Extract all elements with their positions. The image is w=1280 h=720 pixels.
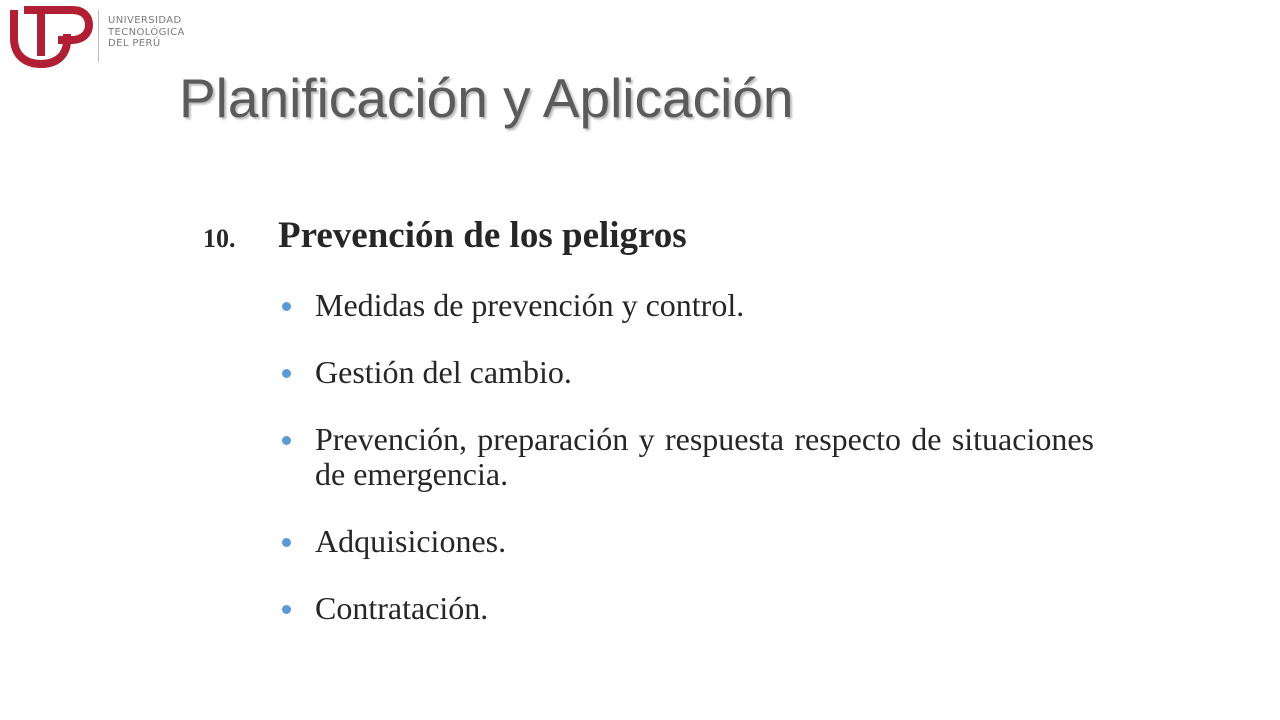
slide-title: Planificación y Aplicación (179, 67, 794, 129)
bullet-item (282, 288, 1094, 323)
utp-logo (10, 4, 200, 68)
bullet-text: Gestión del cambio. (315, 354, 572, 390)
bullet-item (282, 524, 1094, 559)
bullet-dot-icon (282, 538, 291, 547)
logo-line-3: DEL PERÚ (108, 38, 161, 49)
bullet-dot-icon (282, 605, 291, 614)
bullet-item (282, 355, 1094, 390)
logo-wordmark (108, 15, 185, 50)
bullet-text: Prevención, preparación y respuesta respecto de situaciones de emergencia. (315, 421, 1094, 492)
section-title: Prevención de los peligros (278, 215, 687, 256)
bullet-list (282, 288, 1094, 658)
section-heading (203, 214, 687, 257)
bullet-dot-icon (282, 436, 291, 445)
bullet-item (282, 591, 1094, 626)
bullet-dot-icon (282, 302, 291, 311)
logo-divider (98, 10, 99, 62)
bullet-item (282, 422, 1094, 492)
logo-line-2: TECNOLÓGICA (108, 26, 185, 38)
logo-line-1: UNIVERSIDAD (108, 15, 182, 26)
section-number: 10. (203, 224, 236, 253)
bullet-dot-icon (282, 369, 291, 378)
bullet-text: Adquisiciones. (315, 523, 507, 559)
bullet-text: Medidas de prevención y control. (315, 287, 745, 323)
utp-emblem-icon (10, 4, 94, 68)
bullet-text: Contratación. (315, 590, 489, 626)
